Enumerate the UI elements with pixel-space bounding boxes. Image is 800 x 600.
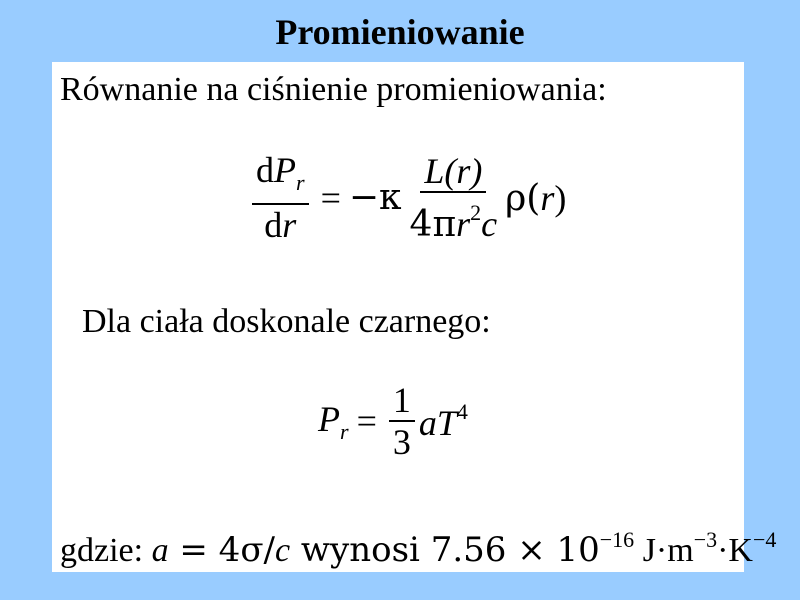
intro-text: Równanie na ciśnienie promieniowania: [60, 71, 607, 108]
lhs-denominator: dr [264, 205, 297, 245]
rhs-fraction [406, 151, 502, 245]
rhs-numerator: L(r) [420, 151, 486, 193]
fraction-denominator: 3 [392, 422, 411, 462]
lhs-fraction [252, 150, 309, 245]
eq2-lhs: $P_r$ [318, 398, 349, 444]
eq2-rhs: $aT^4$ [418, 398, 468, 443]
rho-term: ρ(r) [505, 177, 567, 219]
fraction-numerator: 1 [389, 380, 415, 422]
radiation-pressure-equation [248, 150, 566, 245]
rhs-denominator: $4\pi r^2c$ [409, 199, 498, 245]
one-third-fraction [389, 380, 415, 462]
content-panel [52, 62, 777, 572]
lhs-numerator: $dP_r$ [252, 150, 309, 205]
eq2-equals-sign: = [356, 401, 377, 441]
minus-kappa: −κ [348, 177, 402, 218]
slide-title: Promieniowanie [275, 12, 525, 52]
equals-sign: = [320, 177, 341, 218]
blackbody-pressure-equation [318, 380, 468, 462]
radiation-constant-text: gdzie: a = 4σ/c wynosi $7.56 \times 10^{-16}$ $J\cdot m^{-3}\cdot K^{-4}$ [60, 527, 777, 570]
blackbody-text: Dla ciała doskonale czarnego: [82, 303, 491, 340]
